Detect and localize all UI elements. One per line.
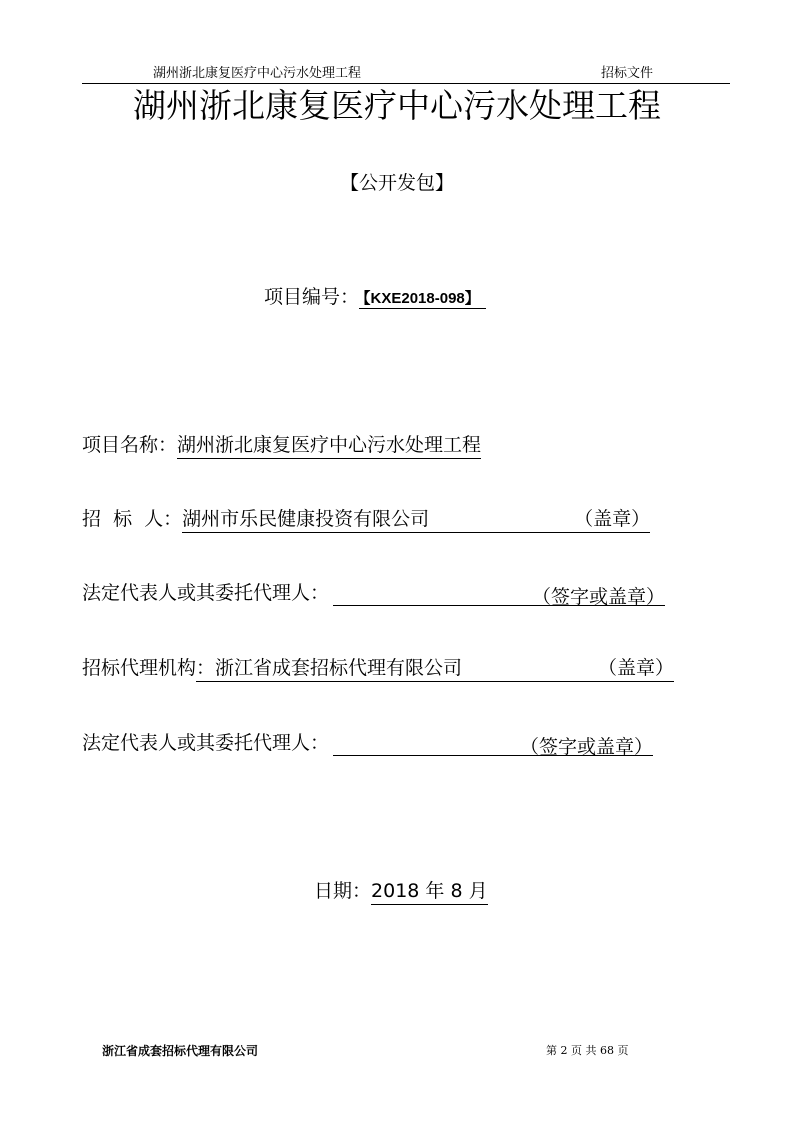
legal-rep-2-sign-note: （签字或盖章） [520, 736, 654, 758]
agency-value: ：浙江省成套招标代理有限公司 [196, 657, 463, 679]
header-left-text: 湖州浙北康复医疗中心污水处理工程 [153, 66, 362, 81]
footer-page-number: 第 2 页 共 68 页 [546, 1044, 629, 1057]
project-name-value: 湖州浙北康复医疗中心污水处理工程 [177, 430, 481, 459]
agency-row [82, 653, 674, 682]
legal-rep-1-label: 法定代表人或其委托代理人： [82, 582, 330, 604]
document-title: 湖州浙北康复医疗中心污水处理工程 [133, 86, 661, 125]
project-number-value: 【KXE2018-098】 [359, 290, 486, 309]
tenderer-label: 招 标 人： [82, 508, 183, 530]
tenderer-field [182, 504, 650, 533]
legal-rep-row-2 [82, 728, 653, 756]
date-value: 2018 年 8 月 [371, 876, 488, 905]
legal-rep-2-label: 法定代表人或其委托代理人： [82, 732, 330, 754]
project-name-row [82, 430, 481, 459]
legal-rep-row-1 [82, 578, 665, 606]
agency-label: 招标代理机构 [82, 657, 197, 679]
legal-rep-1-sign-note: （签字或盖章） [532, 586, 666, 608]
header-right-text: 招标文件 [601, 66, 654, 81]
project-number-line [264, 282, 486, 309]
legal-rep-1-field [333, 582, 665, 606]
tenderer-seal-note: （盖章） [574, 508, 651, 530]
agency-seal-note: （盖章） [598, 657, 675, 679]
date-label: 日期： [314, 880, 372, 902]
footer-company: 浙江省成套招标代理有限公司 [102, 1044, 259, 1058]
legal-rep-2-field [333, 732, 653, 756]
tenderer-row [82, 504, 650, 533]
tenderer-value: 湖州市乐民健康投资有限公司 [182, 508, 430, 530]
agency-field [196, 653, 674, 682]
document-subtitle: 【公开发包】 [339, 172, 454, 194]
project-name-label: 项目名称： [82, 434, 178, 456]
project-number-label: 项目编号： [264, 286, 360, 308]
date-line [314, 876, 488, 905]
